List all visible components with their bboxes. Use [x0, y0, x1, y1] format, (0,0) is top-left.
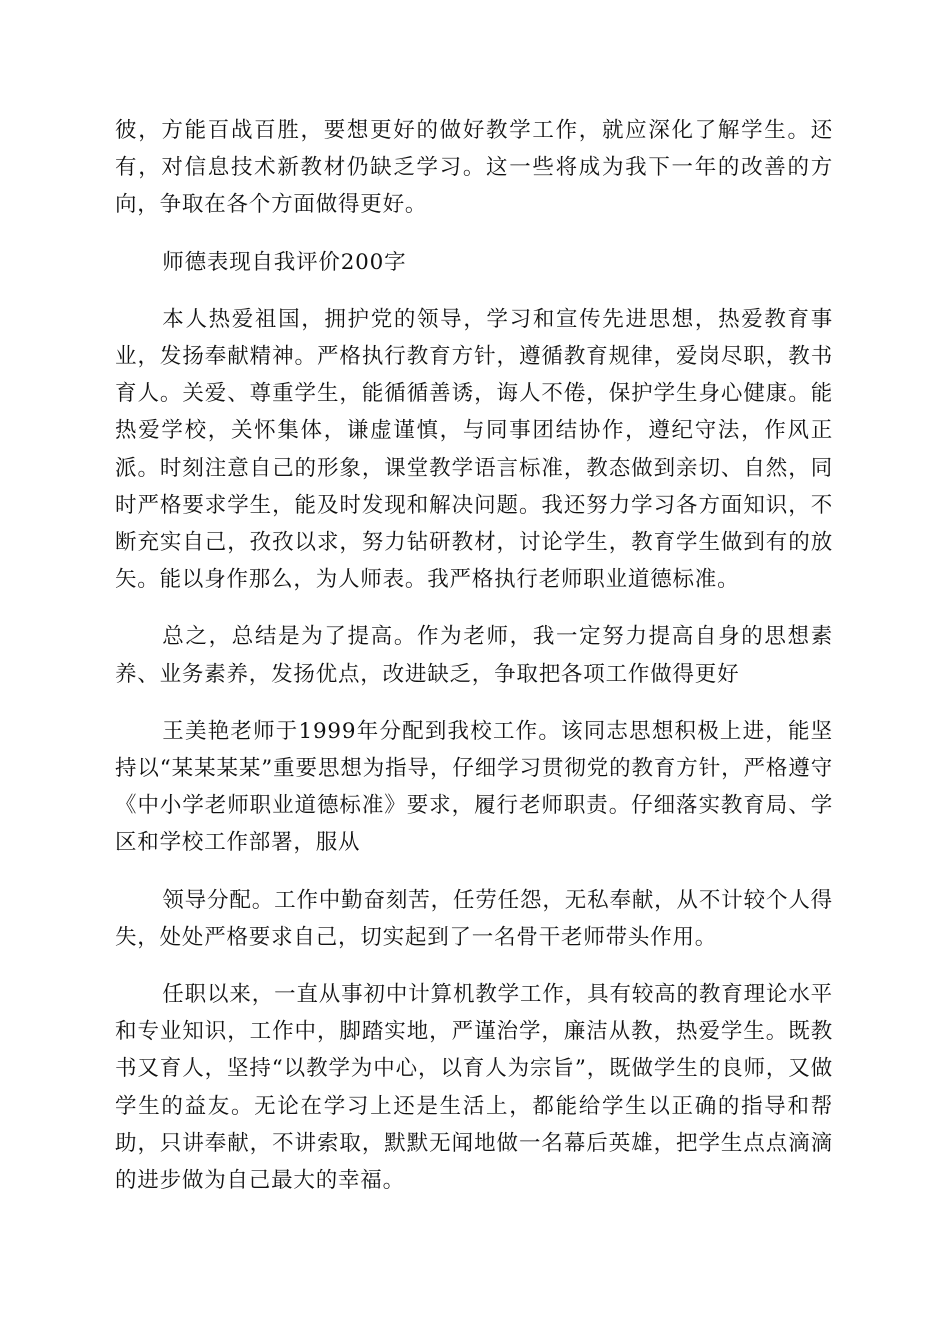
paragraph-continuation: 彼，方能百战百胜，要想更好的做好教学工作，就应深化了解学生。还有，对信息技术新教材仍缺乏学习。这一些将成为我下一年的改善的方向，争取在各个方面做得更好。	[115, 118, 833, 218]
document-page	[115, 112, 833, 1219]
paragraph-teacher-work: 领导分配。工作中勤奋刻苦，任劳任怨，无私奉献，从不计较个人得失，处处严格要求自己，切实起到了一名骨干老师带头作用。	[115, 887, 833, 950]
paragraph-self-evaluation: 本人热爱祖国，拥护党的领导，学习和宣传先进思想，热爱教育事业，发扬奉献精神。严格执行教育方针，遵循教育规律，爱岗尽职，教书育人。关爱、尊重学生，能循循善诱，诲人不倦，保护学生身心健康。能热爱学校，关怀集体，谦虚谨慎，与同事团结协作，遵纪守法，作风正派。时刻注意自己的形象，课堂教学语言标准，教态做到亲切、自然，同时严格要求学生，能及时发现和解决问题。我还努力学习各方面知识，不断充实自己，孜孜以求，努力钻研教材，讨论学生，教育学生做到有的放矢。能以身作那么，为人师表。我严格执行老师职业道德标准。	[115, 306, 833, 593]
paragraph-teacher-career: 任职以来，一直从事初中计算机教学工作，具有较高的教育理论水平和专业知识，工作中，脚踏实地，严谨治学，廉洁从教，热爱学生。既教书又育人，坚持“以教学为中心，以育人为宗旨”，既做学生的良师，又做学生的益友。无论在学习上还是生活上，都能给学生以正确的指导和帮助，只讲奉献，不讲索取，默默无闻地做一名幕后英雄，把学生点点滴滴的进步做为自己最大的幸福。	[115, 982, 833, 1194]
paragraph-teacher-intro: 王美艳老师于1999年分配到我校工作。该同志思想积极上进，能坚持以“某某某某”重要思想为指导，仔细学习贯彻党的教育方针，严格遵守《中小学老师职业道德标准》要求，履行老师职责。仔细落实教育局、学区和学校工作部署，服从	[115, 718, 833, 856]
paragraph-summary: 总之，总结是为了提高。作为老师，我一定努力提高自身的思想素养、业务素养，发扬优点，改进缺乏，争取把各项工作做得更好	[115, 624, 833, 687]
section-heading: 师德表现自我评价200字	[162, 249, 407, 275]
